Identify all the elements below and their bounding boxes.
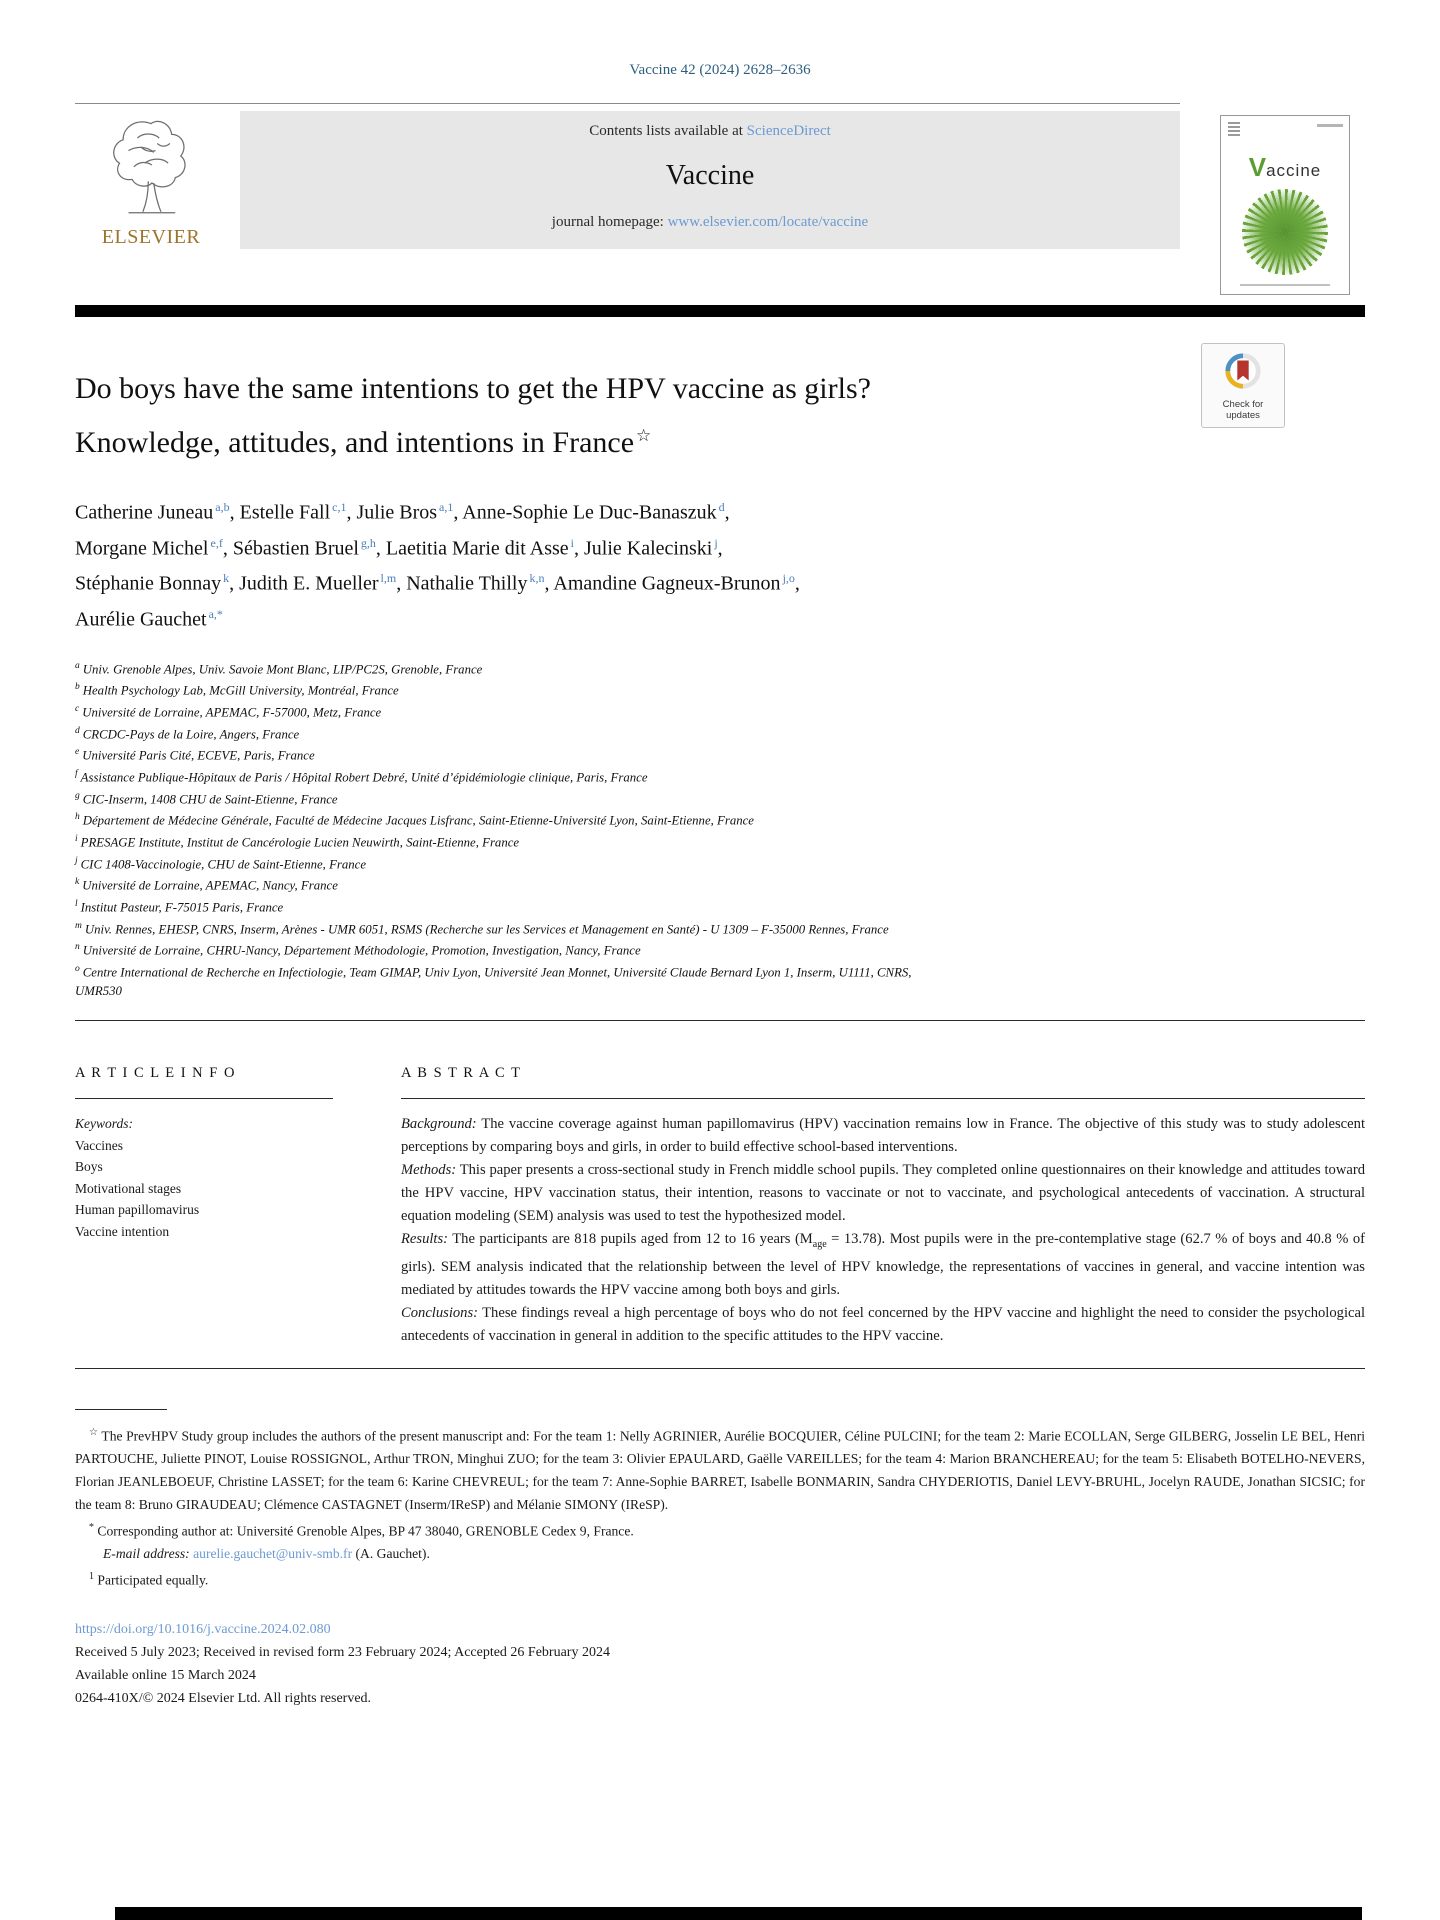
crossmark-icon (1224, 377, 1262, 394)
abstract-conclusions (401, 1302, 1365, 1348)
author-name: Laetitia Marie dit Asse (385, 537, 569, 560)
article-title-line2-text: Knowledge, attitudes, and intentions in France (75, 426, 635, 459)
author-affil-sup: k,n (529, 571, 545, 586)
affiliation-sup: a (75, 660, 80, 671)
author-affil-sup: e,f (210, 535, 223, 550)
author-separator: , (375, 537, 386, 560)
contents-line (240, 111, 1180, 140)
journal-cover-thumbnail[interactable] (1220, 115, 1350, 295)
author-separator: , (453, 501, 463, 524)
author-line (75, 563, 1365, 599)
author-affil-sup: l,m (380, 571, 397, 586)
author-affil-sup: j,o (782, 571, 795, 586)
author-affil-sup: k (223, 571, 230, 586)
affiliation-sup: k (75, 877, 80, 888)
author-separator: , (574, 537, 584, 560)
journal-page (75, 0, 1365, 1710)
homepage-line (240, 214, 1180, 231)
affiliation-sup: n (75, 942, 80, 953)
affiliation-item (75, 917, 1365, 939)
author-name: Stéphanie Bonnay (75, 572, 222, 595)
corresponding-author-footnote (89, 1517, 1365, 1543)
author-name: Julie Bros (356, 501, 438, 524)
keyword: Vaccine intention (75, 1223, 170, 1239)
affiliation-item (75, 852, 1365, 874)
affiliation-item (75, 960, 1365, 982)
affiliation-text: PRESAGE Institute, Institut de Cancérologie Lucien Neuwirth, Saint-Etienne, France (80, 835, 520, 850)
info-abstract-section (75, 1021, 1365, 1348)
abstract-conclusions-text: These findings reveal a high percentage of boys who do not feel concerned by the HPV vaccine and highlight the need to consider the psychological antecedents of vaccination in general in addition to the specific attitudes to the HPV vaccine. (401, 1305, 1366, 1345)
affiliation-sup: l (75, 899, 78, 910)
journal-name: Vaccine (665, 160, 755, 191)
author-name: Sébastien Bruel (232, 537, 359, 560)
author-name: Julie Kalecinski (584, 537, 713, 560)
author-separator: , (222, 537, 233, 560)
author-separator: , (724, 501, 730, 524)
affiliation-sup: j (75, 855, 78, 866)
title-footnote-star: ☆ (636, 426, 652, 445)
abstract-methods-text: This paper presents a cross-sectional study in French middle school pupils. They completed online questionnaires on their knowledge and attitudes toward the HPV vaccine, HPV vaccination status, their intention, reasons to vaccinate or not to vaccinate, and psychological antecedents of vaccination. A structural equation modeling (SEM) analysis was used to test the hypothesized model. (401, 1162, 1365, 1225)
abstract-body (401, 1113, 1365, 1348)
affiliation-item (75, 678, 1365, 700)
keywords-block (75, 1113, 333, 1242)
title-section (75, 317, 1365, 466)
abstract-bottom-divider (75, 1368, 1365, 1369)
author-name: Catherine Juneau (75, 501, 214, 524)
author-affil-sup: g,h (360, 535, 376, 550)
author-separator: , (544, 572, 554, 595)
author-name: Amandine Gagneux-Brunon (553, 572, 781, 595)
received-line: Received 5 July 2023; Received in revised form 23 February 2024; Accepted 26 February 2024 (75, 1645, 610, 1661)
corresponding-marker: * (89, 1521, 94, 1533)
affiliation-item (75, 700, 1365, 722)
affiliation-item (75, 938, 1365, 960)
abstract-background-text: The vaccine coverage against human papillomavirus (HPV) vaccination remains low in France. The objective of this study was to study adolescent perceptions by comparing boys and girls, in order to build effective school-based interventions. (401, 1116, 1365, 1156)
author-name: Aurélie Gauchet (75, 608, 207, 631)
affiliation-sup: o (75, 964, 80, 975)
cover-logo-v: V (1248, 152, 1267, 182)
affiliation-item (75, 830, 1365, 852)
affiliation-text: Université de Lorraine, APEMAC, Nancy, France (82, 878, 338, 893)
author-name: Nathalie Thilly (406, 572, 528, 595)
masthead (75, 103, 1365, 305)
email-footnote (103, 1543, 1365, 1566)
author-list (75, 492, 1365, 635)
affiliation-text: Univ. Grenoble Alpes, Univ. Savoie Mont Blanc, LIP/PC2S, Grenoble, France (82, 661, 483, 676)
author-affil-sup: a,* (208, 606, 223, 621)
cover-publisher-mark (1228, 122, 1240, 136)
author-name: Anne-Sophie Le Duc-Banaszuk (462, 501, 717, 524)
article-info-column (75, 1021, 333, 1348)
affiliation-text: Assistance Publique-Hôpitaux de Paris / Hôpital Robert Debré, Unité d’épidémiologie clinique, Paris, France (80, 770, 648, 785)
study-group-footnote (75, 1422, 1365, 1517)
abstract-results-text: The participants are 818 pupils aged from 12 to 16 years (M (452, 1231, 813, 1248)
footnote-star-text: The PrevHPV Study group includes the authors of the present manuscript and: For the team 1: Nelly AGRINIER, Aurélie BOCQUIER, Céline PULCINI; for the team 2: Marie ECOLLAN, Serge GILBERG, Josselin LE BEL, Henri PARTOUCHE, Juliette PINOT, Louise ROSSIGNOL, Arthur TRON, Minghui ZUO; for the team 3: Olivier EPAULARD, Gaëlle VAREILLES; for the team 4: Marion BRANCHEREAU; for the team 5: Elisabeth BOTELHO-NEVERS, Florian JEANLEBOEUF, Christine LASSET; for the team 6: Karine CHEVREUL; for the team 7: Anne-Sophie BARRET, Isabelle BONMARIN, Sandra CHYDERIOTIS, Daniel LEVY-BRUHL, Jocelyn RAUDE, Jonathan SICSIC; for the team 8: Bruno GIRAUDEAU; Clémence CASTAGNET (Inserm/IReSP) and Mélanie SIMONY (IReSP). (75, 1428, 1365, 1512)
affiliation-item (75, 657, 1365, 679)
affiliation-text: Institut Pasteur, F-75015 Paris, France (80, 900, 284, 915)
author-name: Morgane Michel (75, 537, 209, 560)
keyword: Motivational stages (75, 1180, 182, 1196)
email-suffix: (A. Gauchet). (352, 1546, 430, 1562)
affiliation-item (75, 765, 1365, 787)
affiliation-sup: h (75, 812, 80, 823)
author-affil-sup: d (718, 500, 725, 514)
sciencedirect-link[interactable]: ScienceDirect (746, 123, 831, 139)
author-line (75, 528, 1365, 564)
author-affil-sup: i (570, 535, 574, 550)
journal-banner (240, 111, 1180, 249)
email-label: E-mail address: (103, 1546, 190, 1562)
homepage-prefix: journal homepage: (551, 214, 668, 230)
author-affil-sup: j (714, 535, 718, 550)
keyword: Human papillomavirus (75, 1202, 200, 1218)
author-name: Estelle Fall (239, 501, 331, 524)
affiliation-sup: d (75, 725, 80, 736)
abstract-results-text: = 13.78). Most pupils were in the pre-contemplative stage (62.7 % of boys and 40.8 % of girls). SEM analysis indicated that the relationship between the level of HPV knowledge, the representations of vaccines in general, and vaccine intention was mediated by attitudes towards the HPV vaccine among both boys and girls. (401, 1231, 1365, 1299)
abstract-background-label: Background: (401, 1116, 477, 1133)
homepage-link[interactable]: www.elsevier.com/locate/vaccine (667, 214, 869, 230)
affiliation-text: Univ. Rennes, EHESP, CNRS, Inserm, Arènes - UMR 6051, RSMS (Recherche sur les Services et Management en Santé) - U 1309 – F-35000 Rennes, France (84, 921, 889, 936)
affiliation-text: CIC-Inserm, 1408 CHU de Saint-Etienne, France (82, 791, 338, 806)
abstract-results (401, 1228, 1365, 1302)
crossmark-label-line2: updates (1226, 410, 1260, 421)
abstract-heading: A B S T R A C T (401, 1065, 1365, 1099)
article-title-line2 (75, 412, 1365, 466)
elsevier-tree-icon (101, 206, 201, 223)
author-separator: , (794, 572, 800, 595)
elsevier-wordmark: ELSEVIER (101, 226, 201, 248)
author-affil-sup: c,1 (332, 500, 347, 514)
affiliation-item (75, 895, 1365, 917)
abstract-background (401, 1113, 1365, 1159)
affiliation-text: Centre International de Recherche en Infectiologie, Team GIMAP, Univ Lyon, Université Jean Monnet, Université Claude Bernard Lyon 1, Inserm, U1111, CNRS, (82, 965, 912, 980)
cover-virus-image (1242, 189, 1328, 275)
author-separator: , (717, 537, 723, 560)
affiliation-text: Université de Lorraine, APEMAC, F-57000, Metz, France (82, 705, 382, 720)
abstract-results-subscript: age (812, 1239, 827, 1251)
affiliation-text: Université Paris Cité, ECEVE, Paris, France (82, 748, 315, 763)
abstract-column (401, 1021, 1365, 1348)
header-divider-bar (75, 305, 1365, 317)
available-line: Available online 15 March 2024 (75, 1668, 256, 1684)
affiliation-item (75, 722, 1365, 744)
crossmark-label (1204, 399, 1282, 421)
doi-link[interactable]: https://doi.org/10.1016/j.vaccine.2024.02.080 (75, 1622, 331, 1638)
affiliation-text: Health Psychology Lab, McGill University, Montréal, France (82, 683, 399, 698)
doi-line (75, 1618, 1365, 1641)
keyword: Boys (75, 1159, 103, 1175)
abstract-methods (401, 1159, 1365, 1228)
email-link[interactable]: aurelie.gauchet@univ-smb.fr (193, 1546, 353, 1562)
crossmark-label-line1: Check for (1222, 399, 1264, 410)
affiliation-sup: f (75, 768, 78, 779)
keyword: Vaccines (75, 1137, 123, 1153)
abstract-results-label: Results: (401, 1231, 449, 1248)
article-title-line1: Do boys have the same intentions to get the HPV vaccine as girls? (75, 372, 871, 405)
footnote-star-marker: ☆ (89, 1427, 99, 1439)
affiliation-sup: e (75, 747, 80, 758)
author-line (75, 492, 1365, 528)
imprint-block (75, 1618, 1365, 1710)
author-separator: , (396, 572, 407, 595)
footnote-separator (75, 1409, 167, 1410)
affiliation-text: CIC 1408-Vaccinologie, CHU de Saint-Etienne, France (80, 856, 367, 871)
affiliation-item (75, 873, 1365, 895)
page-bottom-bar (115, 1907, 1362, 1920)
affiliation-sup: m (75, 920, 82, 931)
equal-text: Participated equally. (97, 1572, 209, 1588)
cover-logo-rest: accine (1266, 161, 1322, 180)
affiliation-text: Département de Médecine Générale, Faculté de Médecine Jacques Lisfranc, Saint-Etienne-Université Lyon, Saint-Etienne, France (82, 813, 754, 828)
keywords-label: Keywords: (75, 1116, 133, 1132)
affiliation-sup: b (75, 682, 80, 693)
journal-citation: Vaccine 42 (2024) 2628–2636 (629, 62, 811, 78)
author-name: Judith E. Mueller (239, 572, 379, 595)
affiliation-sup: g (75, 790, 80, 801)
copyright-line: 0264-410X/© 2024 Elsevier Ltd. All rights reserved. (75, 1691, 372, 1707)
author-separator: , (346, 501, 357, 524)
abstract-methods-label: Methods: (401, 1162, 457, 1179)
affiliation-sup: c (75, 703, 80, 714)
affiliation-continuation: UMR530 (75, 983, 122, 998)
corresponding-text: Corresponding author at: Université Grenoble Alpes, BP 47 38040, GRENOBLE Cedex 9, France. (97, 1523, 634, 1539)
equal-contribution-footnote (89, 1566, 1365, 1592)
affiliations-list (75, 657, 1365, 1000)
check-for-updates-badge[interactable] (1201, 343, 1285, 428)
affiliation-text: CRCDC-Pays de la Loire, Angers, France (82, 726, 300, 741)
author-separator: , (229, 572, 240, 595)
affiliation-item (75, 808, 1365, 830)
equal-marker: 1 (89, 1570, 94, 1582)
affiliation-sup: i (75, 834, 78, 844)
contents-prefix: Contents lists available at (589, 123, 747, 139)
author-separator: , (229, 501, 240, 524)
cover-issn-bar (1317, 124, 1343, 127)
author-affil-sup: a,1 (439, 500, 454, 514)
abstract-conclusions-label: Conclusions: (401, 1305, 479, 1322)
author-line (75, 599, 1365, 635)
elsevier-logo (75, 111, 227, 249)
cover-caption-bar (1240, 284, 1330, 286)
article-info-heading: A R T I C L E I N F O (75, 1065, 333, 1099)
affiliation-item (75, 743, 1365, 765)
affiliation-item (75, 787, 1365, 809)
affiliation-text: Université de Lorraine, CHRU-Nancy, Département Méthodologie, Promotion, Investigation, Nancy, France (82, 943, 641, 958)
author-affil-sup: a,b (215, 500, 230, 514)
cover-logo (1221, 152, 1349, 183)
